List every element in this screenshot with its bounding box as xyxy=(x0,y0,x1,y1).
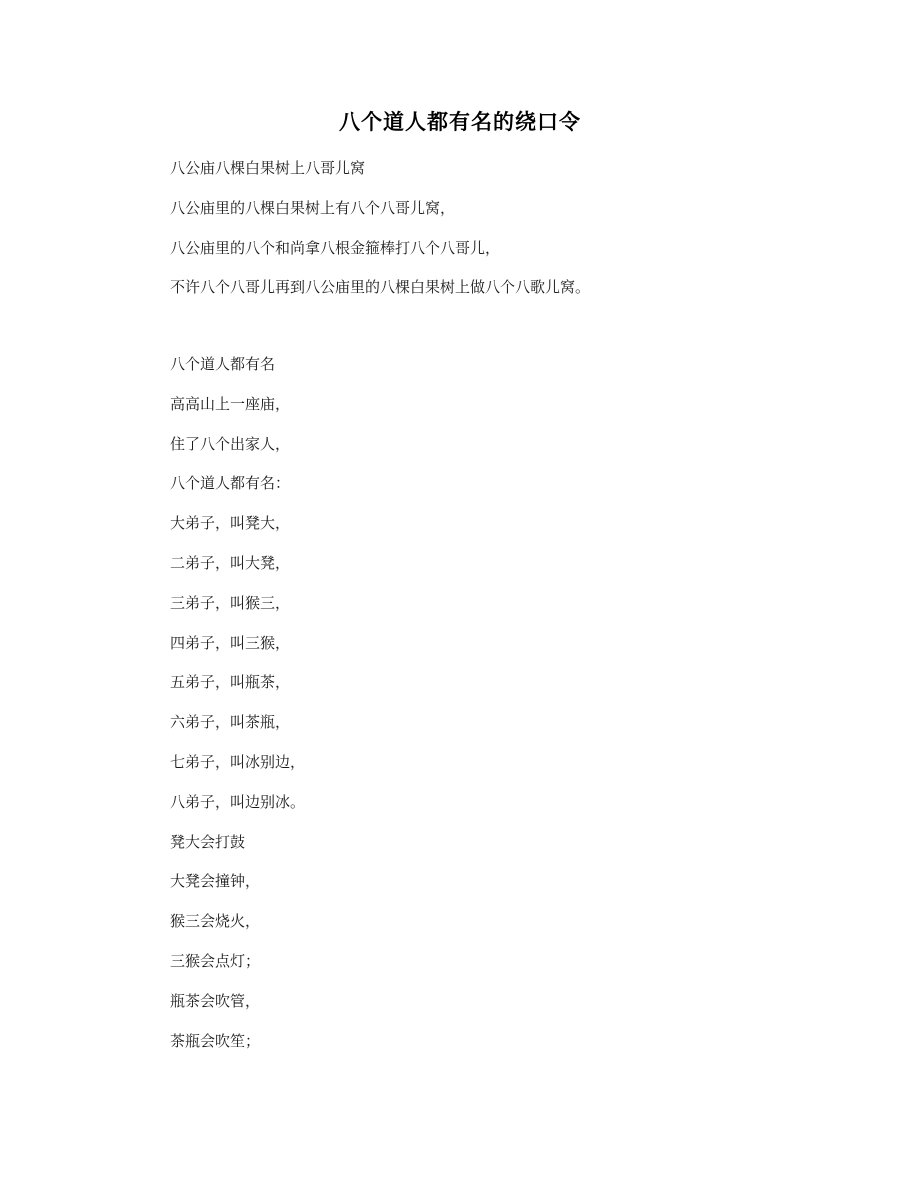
text-line: 大弟子，叫凳大， xyxy=(170,514,291,533)
text-line: 三弟子，叫猴三， xyxy=(170,593,291,612)
text-line: 七弟子，叫冰别边， xyxy=(170,752,306,771)
text-line: 茶瓶会吹笙； xyxy=(170,1031,261,1050)
text-line: 住了八个出家人， xyxy=(170,434,291,453)
text-line: 八公庙八棵白果树上八哥儿窝 xyxy=(170,159,366,177)
text-line: 八公庙里的八棵白果树上有八个八哥儿窝， xyxy=(170,198,456,217)
text-line: 三猴会点灯； xyxy=(170,951,261,970)
document-title: 八个道人都有名的绕口令 xyxy=(339,109,581,134)
text-line: 五弟子，叫瓶茶， xyxy=(170,673,291,692)
text-line: 六弟子，叫茶瓶， xyxy=(170,713,291,732)
text-line: 猴三会烧火， xyxy=(170,912,261,931)
text-line: 四弟子，叫三猴， xyxy=(170,633,291,652)
text-line: 二弟子，叫大凳， xyxy=(170,553,291,572)
text-line: 八个道人都有名 xyxy=(170,355,276,373)
tongue-twister-section-2 xyxy=(170,352,810,1068)
text-line: 瓶茶会吹管， xyxy=(170,991,261,1010)
text-line: 高高山上一座庙， xyxy=(170,394,291,413)
tongue-twister-section-1 xyxy=(170,156,810,315)
text-line: 不许八个八哥儿再到八公庙里的八棵白果树上做八个八歌儿窝。 xyxy=(170,278,591,297)
text-line: 八公庙里的八个和尚拿八根金箍棒打八个八哥儿， xyxy=(170,238,501,257)
text-line: 八个道人都有名： xyxy=(170,474,291,493)
text-line: 大凳会撞钟， xyxy=(170,872,261,891)
text-line: 八弟子，叫边别冰。 xyxy=(170,792,306,811)
text-line: 凳大会打鼓 xyxy=(170,832,246,851)
